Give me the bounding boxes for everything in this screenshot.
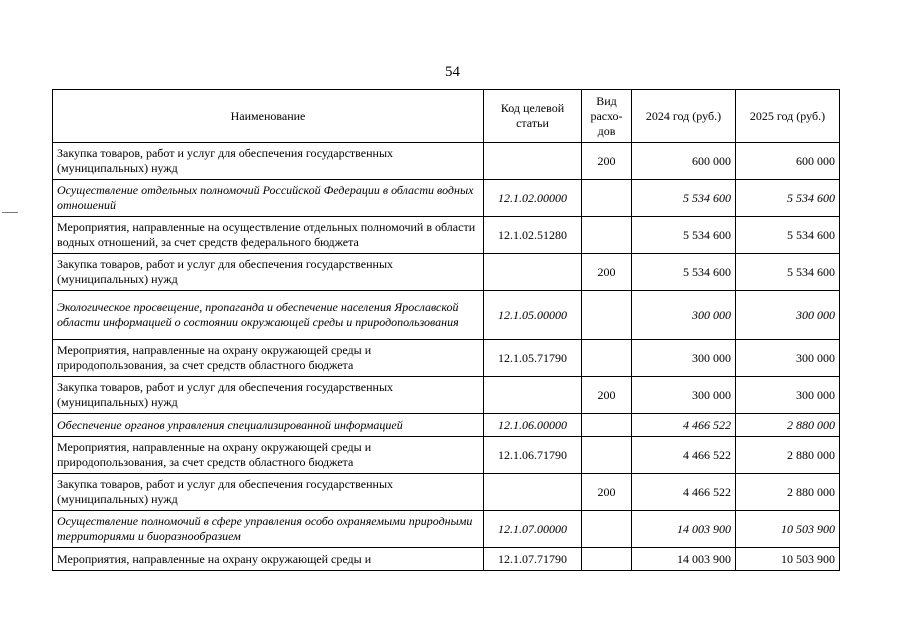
header-name: Наименование	[53, 90, 484, 143]
row-2024: 14 003 900	[632, 511, 736, 548]
table-row	[53, 414, 840, 437]
row-name: Обеспечение органов управления специализированной информацией	[53, 414, 484, 437]
row-2025: 300 000	[736, 377, 840, 414]
row-name: Закупка товаров, работ и услуг для обеспечения государственных (муниципальных) нужд	[53, 143, 484, 180]
table-header-row	[53, 90, 840, 143]
row-2025: 300 000	[736, 340, 840, 377]
row-2024: 5 534 600	[632, 254, 736, 291]
row-2025: 5 534 600	[736, 180, 840, 217]
row-code: 12.1.07.00000	[484, 511, 582, 548]
row-2025: 5 534 600	[736, 254, 840, 291]
row-2024: 5 534 600	[632, 180, 736, 217]
row-2024: 300 000	[632, 340, 736, 377]
row-code: 12.1.02.00000	[484, 180, 582, 217]
row-code: 12.1.02.51280	[484, 217, 582, 254]
table-row	[53, 377, 840, 414]
row-2024: 600 000	[632, 143, 736, 180]
table-row	[53, 474, 840, 511]
row-kind	[582, 217, 632, 254]
row-2024: 300 000	[632, 291, 736, 340]
table-row	[53, 217, 840, 254]
row-code	[484, 143, 582, 180]
row-kind	[582, 414, 632, 437]
row-name: Осуществление полномочий в сфере управления особо охраняемыми природными территориями и биоразнообразием	[53, 511, 484, 548]
row-name: Мероприятия, направленные на осуществление отдельных полномочий в области водных отношений, за счет средств федерального бюджета	[53, 217, 484, 254]
row-2024: 4 466 522	[632, 414, 736, 437]
row-code: 12.1.05.00000	[484, 291, 582, 340]
row-2024: 300 000	[632, 377, 736, 414]
row-kind: 200	[582, 254, 632, 291]
row-code: 12.1.06.71790	[484, 437, 582, 474]
row-kind	[582, 437, 632, 474]
header-2025: 2025 год (руб.)	[736, 90, 840, 143]
row-kind	[582, 291, 632, 340]
row-2025: 2 880 000	[736, 414, 840, 437]
row-name: Закупка товаров, работ и услуг для обеспечения государственных (муниципальных) нужд	[53, 254, 484, 291]
row-2025: 5 534 600	[736, 217, 840, 254]
row-name: Мероприятия, направленные на охрану окружающей среды и	[53, 548, 484, 571]
header-code: Код целевой статьи	[484, 90, 582, 143]
header-kind: Вид расхо-дов	[582, 90, 632, 143]
table-row	[53, 143, 840, 180]
table-row	[53, 254, 840, 291]
row-name: Осуществление отдельных полномочий Российской Федерации в области водных отношений	[53, 180, 484, 217]
row-kind	[582, 548, 632, 571]
row-2024: 5 534 600	[632, 217, 736, 254]
scan-artifact-mark	[2, 212, 18, 213]
row-name: Закупка товаров, работ и услуг для обеспечения государственных (муниципальных) нужд	[53, 377, 484, 414]
row-code	[484, 377, 582, 414]
row-2025: 2 880 000	[736, 437, 840, 474]
budget-table	[52, 89, 840, 571]
row-2024: 4 466 522	[632, 474, 736, 511]
table-row	[53, 437, 840, 474]
row-kind	[582, 340, 632, 377]
row-kind: 200	[582, 377, 632, 414]
table-row	[53, 548, 840, 571]
row-code	[484, 254, 582, 291]
table-row	[53, 340, 840, 377]
header-2024: 2024 год (руб.)	[632, 90, 736, 143]
row-code: 12.1.06.00000	[484, 414, 582, 437]
row-2024: 4 466 522	[632, 437, 736, 474]
row-2025: 600 000	[736, 143, 840, 180]
page-number: 54	[445, 64, 460, 80]
table-row	[53, 511, 840, 548]
row-kind	[582, 180, 632, 217]
row-2025: 10 503 900	[736, 511, 840, 548]
table-row	[53, 291, 840, 340]
row-code	[484, 474, 582, 511]
row-code: 12.1.05.71790	[484, 340, 582, 377]
row-code: 12.1.07.71790	[484, 548, 582, 571]
row-name: Экологическое просвещение, пропаганда и обеспечение населения Ярославской области информацией о состоянии окружающей среды и природопользования	[53, 291, 484, 340]
row-2025: 300 000	[736, 291, 840, 340]
row-name: Закупка товаров, работ и услуг для обеспечения государственных (муниципальных) нужд	[53, 474, 484, 511]
row-name: Мероприятия, направленные на охрану окружающей среды и природопользования, за счет средств областного бюджета	[53, 340, 484, 377]
table-row	[53, 180, 840, 217]
row-kind: 200	[582, 474, 632, 511]
row-2024: 14 003 900	[632, 548, 736, 571]
row-2025: 2 880 000	[736, 474, 840, 511]
row-name: Мероприятия, направленные на охрану окружающей среды и природопользования, за счет средств областного бюджета	[53, 437, 484, 474]
row-kind: 200	[582, 143, 632, 180]
row-kind	[582, 511, 632, 548]
row-2025: 10 503 900	[736, 548, 840, 571]
